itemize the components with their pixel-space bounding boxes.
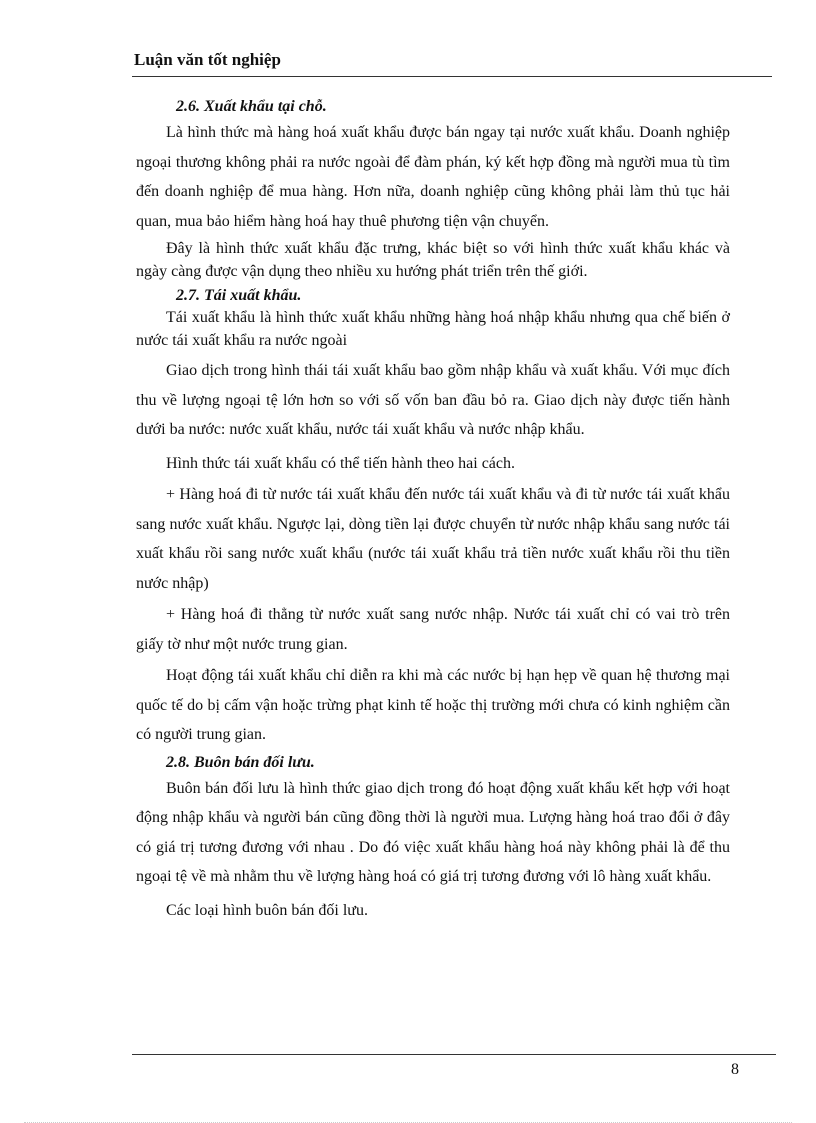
paragraph: Tái xuất khẩu là hình thức xuất khẩu những hàng hoá nhập khẩu nhưng qua chế biến ở nước tái xuất khẩu ra nước ngoài	[136, 309, 730, 349]
paragraph: Đây là hình thức xuất khẩu đặc trưng, khác biệt so với hình thức xuất khẩu khác và ngày càng được vận dụng theo nhiều xu hướng phát triển trên thế giới.	[136, 240, 730, 280]
section-heading-2-8: 2.8. Buôn bán đối lưu.	[166, 753, 315, 771]
page-number: 8	[731, 1061, 739, 1078]
paragraph: Giao dịch trong hình thái tái xuất khẩu bao gồm nhập khẩu và xuất khẩu. Với mục đích thu về lượng ngoại tệ lớn hơn so với số vốn ban đầu bỏ ra. Giao dịch này được tiến hành dưới ba nước: nước xuất khẩu, nước tái xuất khẩu và nước nhập khẩu.	[136, 362, 730, 438]
document-body	[136, 96, 730, 925]
footer-rule	[132, 1054, 776, 1055]
paragraph: Hoạt động tái xuất khẩu chỉ diễn ra khi mà các nước bị hạn hẹp về quan hệ thương mại quốc tế do bị cấm vận hoặc trừng phạt kinh tế hoặc thị trường mới chưa có kinh nghiệm cần có người trung gian.	[136, 667, 730, 743]
paragraph: Hình thức tái xuất khẩu có thể tiến hành theo hai cách.	[166, 454, 515, 472]
paragraph: + Hàng hoá đi thẳng từ nước xuất sang nước nhập. Nước tái xuất chỉ có vai trò trên giấy tờ như một nước trung gian.	[136, 606, 730, 653]
paragraph: Các loại hình buôn bán đối lưu.	[166, 901, 368, 919]
section-heading-2-6: 2.6. Xuất khẩu tại chỗ.	[176, 98, 327, 115]
running-header-title: Luận văn tốt nghiệp	[134, 50, 281, 69]
header-rule	[132, 76, 772, 77]
paragraph: Là hình thức mà hàng hoá xuất khẩu được bán ngay tại nước xuất khẩu. Doanh nghiệp ngoại thương không phải ra nước ngoài để đàm phán, ký kết hợp đồng mà người mua tù tìm đến doanh nghiệp để mua hàng. Hơn nữa, doanh nghiệp cũng không phải làm thủ tục hải quan, mua bảo hiểm hàng hoá hay thuê phương tiện vận chuyển.	[136, 124, 730, 230]
paragraph: + Hàng hoá đi từ nước tái xuất khẩu đến nước tái xuất khẩu và đi từ nước tái xuất khẩu sang nước xuất khẩu. Ngược lại, dòng tiền lại được chuyển từ nước nhập khẩu sang nước tái xuất khẩu rồi sang nước xuất khẩu (nước tái xuất khẩu trả tiền nước xuất khẩu rồi thu tiền nước nhập)	[136, 486, 730, 592]
paragraph: Buôn bán đối lưu là hình thức giao dịch trong đó hoạt động xuất khẩu kết hợp với hoạt động nhập khẩu và người bán cũng đồng thời là người mua. Lượng hàng hoá trao đổi ở đây có giá trị tương đương với nhau . Do đó việc xuất khẩu hàng hoá này không phải là để thu ngoại tệ về mà nhằm thu về lượng hàng hoá có giá trị tương đương với lô hàng xuất khẩu.	[136, 779, 730, 885]
section-heading-2-7: 2.7. Tái xuất khẩu.	[176, 287, 302, 304]
